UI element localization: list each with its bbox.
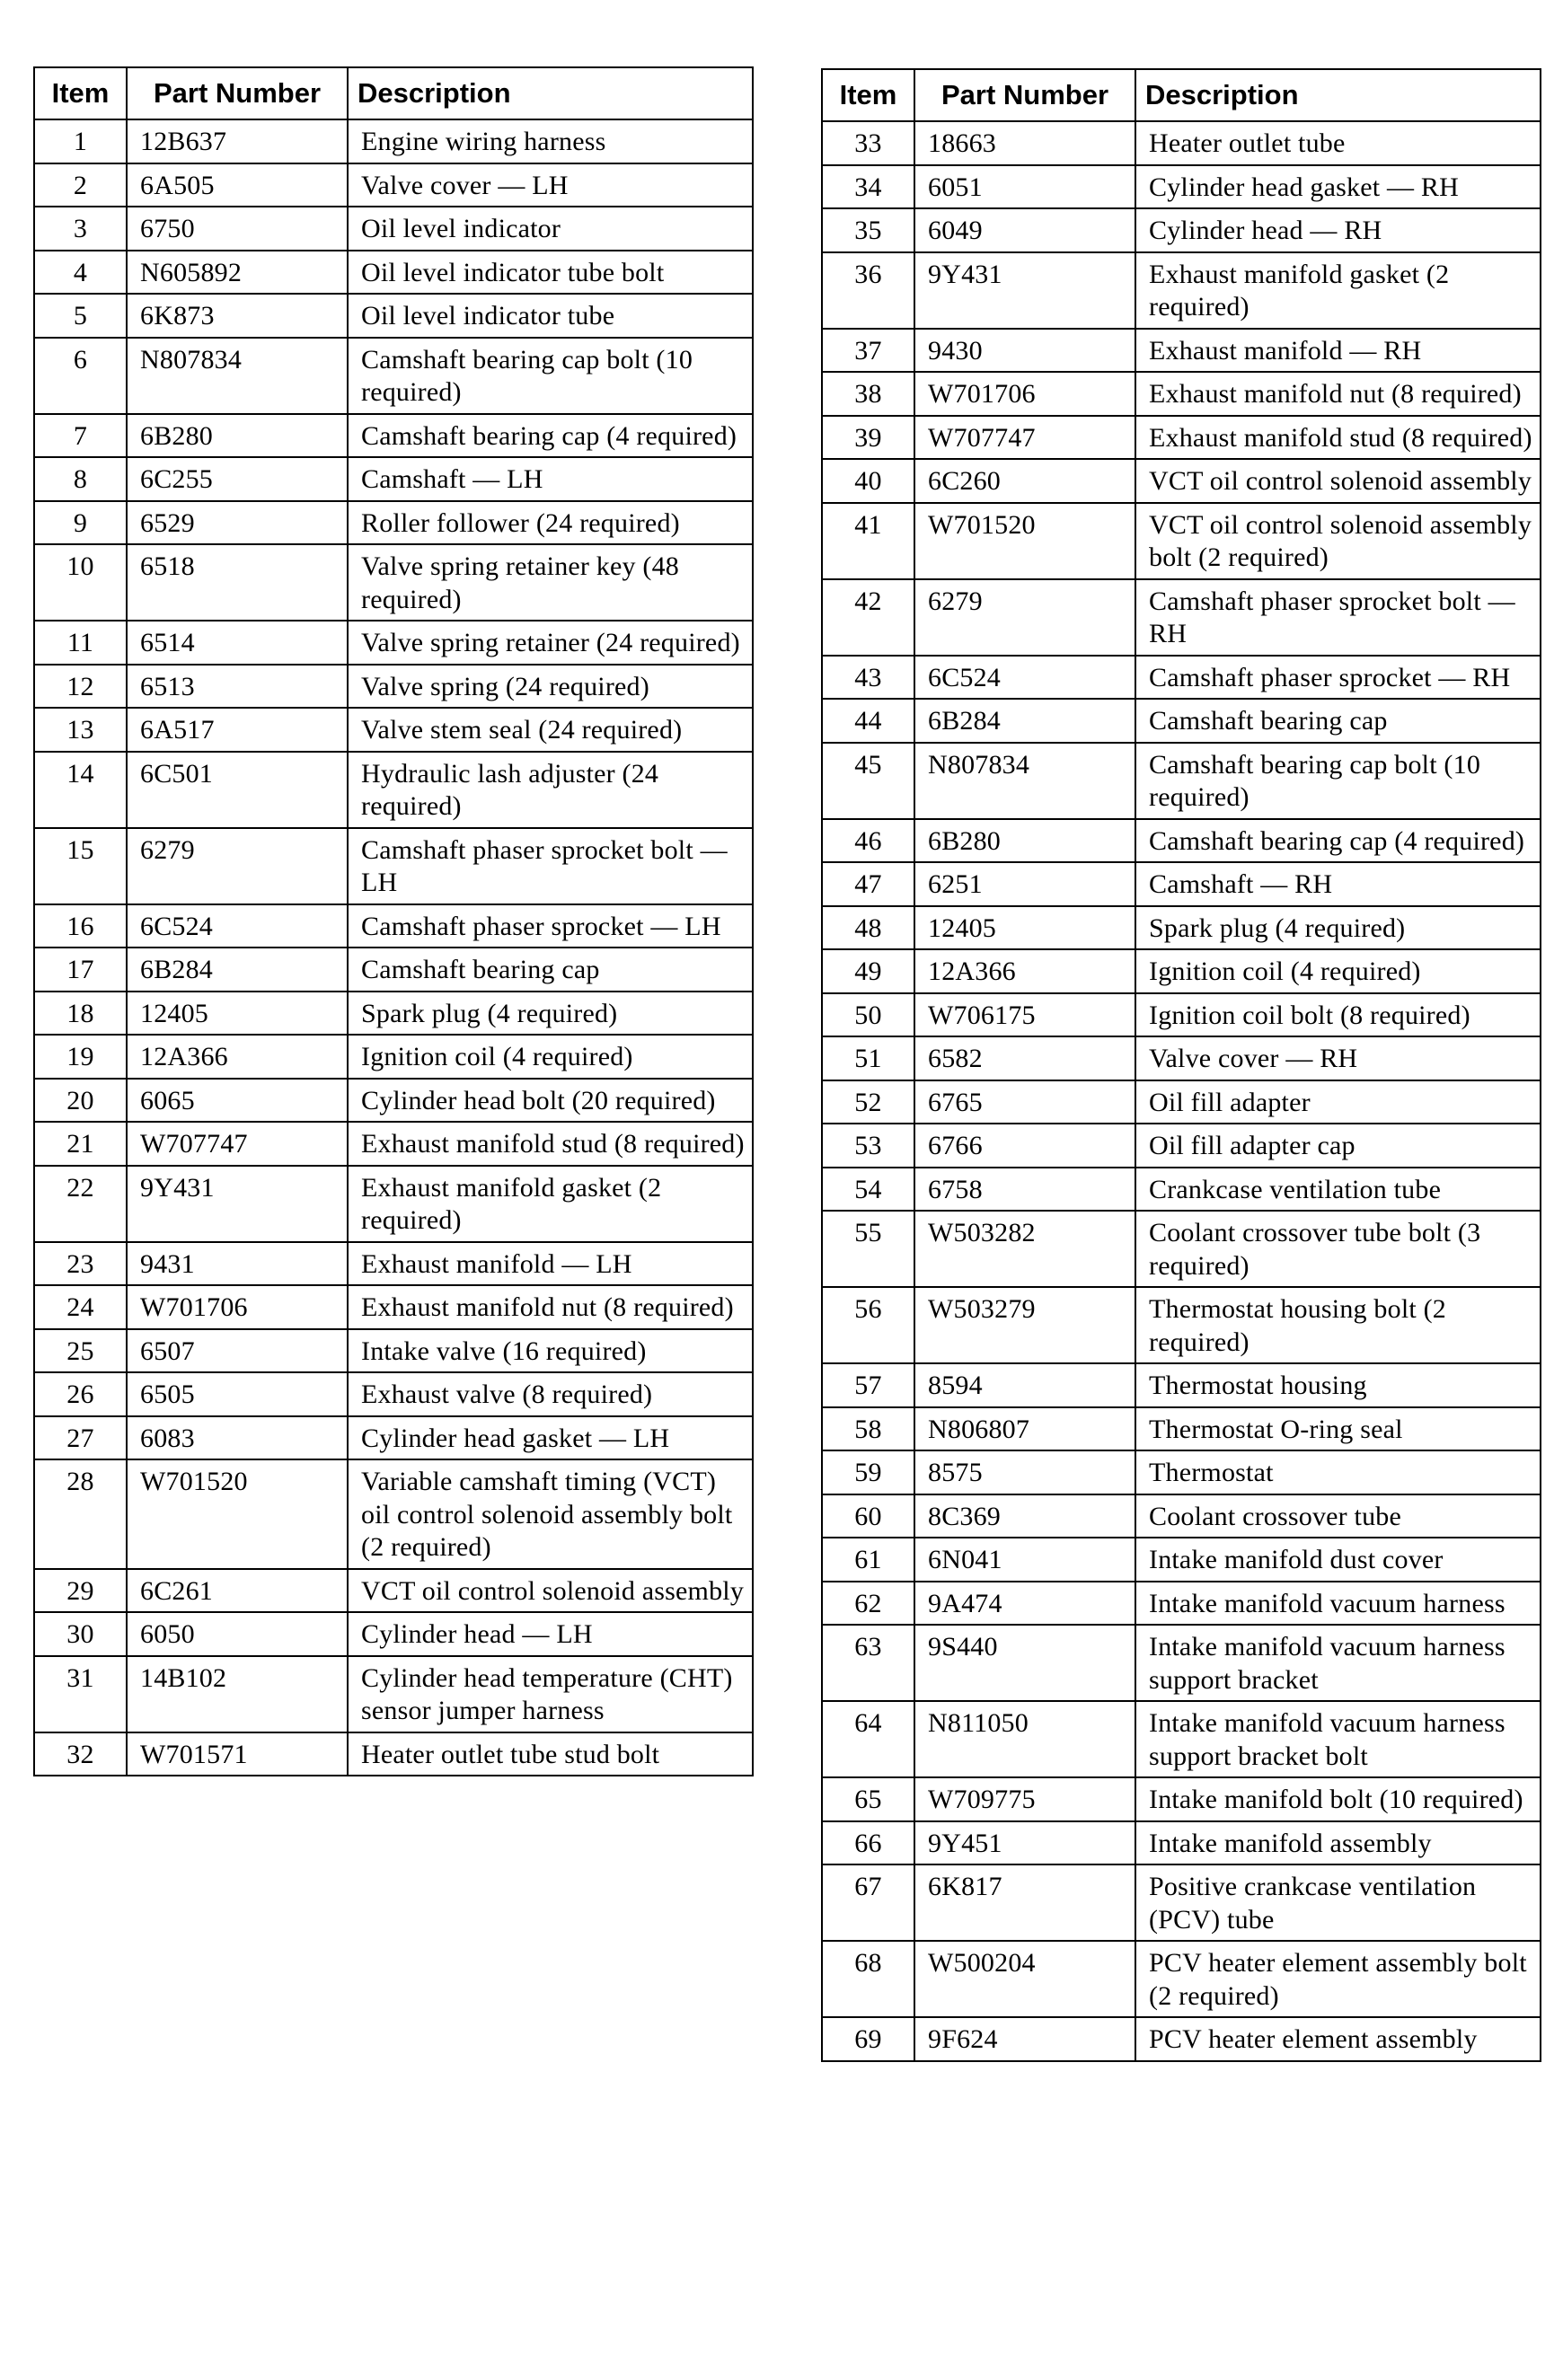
part-number-cell: W701706 xyxy=(127,1285,348,1329)
part-number-cell: 6279 xyxy=(127,828,348,904)
table-row xyxy=(34,708,753,752)
item-number-cell: 43 xyxy=(822,656,914,700)
description-cell: Spark plug (4 required) xyxy=(348,992,753,1036)
description-cell: Camshaft — RH xyxy=(1135,862,1541,906)
table-row xyxy=(34,119,753,163)
part-number-cell: 6050 xyxy=(127,1612,348,1656)
item-number-cell: 10 xyxy=(34,544,127,621)
part-number-cell: 6251 xyxy=(914,862,1135,906)
column-header-item: Item xyxy=(822,69,914,121)
part-number-cell: 12B637 xyxy=(127,119,348,163)
item-number-cell: 66 xyxy=(822,1821,914,1865)
part-number-cell: W701571 xyxy=(127,1732,348,1776)
item-number-cell: 55 xyxy=(822,1211,914,1287)
part-number-cell: 6766 xyxy=(914,1124,1135,1168)
description-cell: Valve cover — LH xyxy=(348,163,753,207)
description-cell: Exhaust manifold stud (8 required) xyxy=(1135,416,1541,460)
table-row xyxy=(822,656,1541,700)
item-number-cell: 34 xyxy=(822,165,914,209)
table-row xyxy=(822,416,1541,460)
part-number-cell: 6529 xyxy=(127,501,348,545)
table-row xyxy=(822,1538,1541,1582)
description-cell: Thermostat xyxy=(1135,1450,1541,1494)
table-row xyxy=(34,621,753,665)
part-number-cell: W707747 xyxy=(914,416,1135,460)
item-number-cell: 39 xyxy=(822,416,914,460)
table-row xyxy=(34,1329,753,1373)
description-cell: PCV heater element assembly bolt (2 required) xyxy=(1135,1941,1541,2017)
part-number-cell: 6750 xyxy=(127,207,348,251)
item-number-cell: 60 xyxy=(822,1494,914,1538)
part-number-cell: W701520 xyxy=(914,503,1135,579)
table-row xyxy=(822,1287,1541,1363)
item-number-cell: 5 xyxy=(34,294,127,338)
table-row xyxy=(34,1612,753,1656)
item-number-cell: 7 xyxy=(34,414,127,458)
part-number-cell: W701706 xyxy=(914,372,1135,416)
description-cell: PCV heater element assembly xyxy=(1135,2017,1541,2061)
item-number-cell: 44 xyxy=(822,699,914,743)
description-cell: Exhaust valve (8 required) xyxy=(348,1372,753,1416)
part-number-cell: 9A474 xyxy=(914,1582,1135,1626)
table-row xyxy=(34,414,753,458)
table-row xyxy=(34,457,753,501)
item-number-cell: 21 xyxy=(34,1122,127,1166)
table-row xyxy=(822,1407,1541,1451)
description-cell: Cylinder head gasket — RH xyxy=(1135,165,1541,209)
description-cell: Valve spring retainer (24 required) xyxy=(348,621,753,665)
table-row xyxy=(34,828,753,904)
part-number-cell: 6C255 xyxy=(127,457,348,501)
item-number-cell: 23 xyxy=(34,1242,127,1286)
part-number-cell: 8594 xyxy=(914,1363,1135,1407)
table-row xyxy=(822,252,1541,329)
description-cell: Cylinder head — LH xyxy=(348,1612,753,1656)
part-number-cell: 6279 xyxy=(914,579,1135,656)
description-cell: Camshaft — LH xyxy=(348,457,753,501)
description-cell: Camshaft bearing cap xyxy=(1135,699,1541,743)
table-row xyxy=(34,1122,753,1166)
description-cell: Heater outlet tube xyxy=(1135,121,1541,165)
item-number-cell: 59 xyxy=(822,1450,914,1494)
table-row xyxy=(34,665,753,709)
part-number-cell: N807834 xyxy=(914,743,1135,819)
item-number-cell: 46 xyxy=(822,819,914,863)
table-row xyxy=(822,503,1541,579)
part-number-cell: 6B284 xyxy=(127,948,348,992)
item-number-cell: 14 xyxy=(34,752,127,828)
table-row xyxy=(822,1036,1541,1080)
table-row xyxy=(822,1701,1541,1777)
table-row xyxy=(822,949,1541,993)
part-number-cell: N605892 xyxy=(127,251,348,295)
item-number-cell: 57 xyxy=(822,1363,914,1407)
item-number-cell: 68 xyxy=(822,1941,914,2017)
description-cell: Oil level indicator xyxy=(348,207,753,251)
part-number-cell: 6758 xyxy=(914,1168,1135,1212)
item-number-cell: 32 xyxy=(34,1732,127,1776)
part-number-cell: 6083 xyxy=(127,1416,348,1460)
table-row xyxy=(34,1459,753,1569)
description-cell: Heater outlet tube stud bolt xyxy=(348,1732,753,1776)
part-number-cell: 6514 xyxy=(127,621,348,665)
part-number-cell: W500204 xyxy=(914,1941,1135,2017)
table-row xyxy=(34,294,753,338)
item-number-cell: 13 xyxy=(34,708,127,752)
part-number-cell: 6B284 xyxy=(914,699,1135,743)
description-cell: Valve cover — RH xyxy=(1135,1036,1541,1080)
description-cell: Oil fill adapter xyxy=(1135,1080,1541,1124)
description-cell: Intake manifold assembly xyxy=(1135,1821,1541,1865)
description-cell: Camshaft phaser sprocket — LH xyxy=(348,904,753,948)
item-number-cell: 12 xyxy=(34,665,127,709)
item-number-cell: 27 xyxy=(34,1416,127,1460)
part-number-cell: 6B280 xyxy=(127,414,348,458)
description-cell: Ignition coil bolt (8 required) xyxy=(1135,993,1541,1037)
column-header-description: Description xyxy=(1135,69,1541,121)
item-number-cell: 29 xyxy=(34,1569,127,1613)
description-cell: Ignition coil (4 required) xyxy=(348,1035,753,1079)
item-number-cell: 63 xyxy=(822,1625,914,1701)
item-number-cell: 56 xyxy=(822,1287,914,1363)
description-cell: VCT oil control solenoid assembly xyxy=(348,1569,753,1613)
item-number-cell: 69 xyxy=(822,2017,914,2061)
part-number-cell: N806807 xyxy=(914,1407,1135,1451)
item-number-cell: 50 xyxy=(822,993,914,1037)
description-cell: Cylinder head bolt (20 required) xyxy=(348,1079,753,1123)
item-number-cell: 64 xyxy=(822,1701,914,1777)
item-number-cell: 6 xyxy=(34,338,127,414)
item-number-cell: 19 xyxy=(34,1035,127,1079)
table-row xyxy=(34,338,753,414)
table-row xyxy=(822,1363,1541,1407)
table-row xyxy=(822,329,1541,373)
table-row xyxy=(34,501,753,545)
table-row xyxy=(34,251,753,295)
description-cell: Camshaft phaser sprocket bolt — RH xyxy=(1135,579,1541,656)
description-cell: Positive crankcase ventilation (PCV) tube xyxy=(1135,1864,1541,1941)
column-header-part-number: Part Number xyxy=(127,67,348,119)
part-number-cell: 6N041 xyxy=(914,1538,1135,1582)
description-cell: Camshaft bearing cap (4 required) xyxy=(348,414,753,458)
description-cell: Hydraulic lash adjuster (24 required) xyxy=(348,752,753,828)
part-number-cell: 6C524 xyxy=(127,904,348,948)
table-row xyxy=(822,906,1541,950)
table-row xyxy=(34,1242,753,1286)
table-row xyxy=(822,819,1541,863)
description-cell: Intake manifold dust cover xyxy=(1135,1538,1541,1582)
table-row xyxy=(34,1285,753,1329)
description-cell: Exhaust manifold stud (8 required) xyxy=(348,1122,753,1166)
part-number-cell: 6K817 xyxy=(914,1864,1135,1941)
part-number-cell: 6K873 xyxy=(127,294,348,338)
description-cell: Exhaust manifold nut (8 required) xyxy=(348,1285,753,1329)
item-number-cell: 22 xyxy=(34,1166,127,1242)
table-row xyxy=(822,579,1541,656)
part-number-cell: 6065 xyxy=(127,1079,348,1123)
item-number-cell: 42 xyxy=(822,579,914,656)
item-number-cell: 15 xyxy=(34,828,127,904)
item-number-cell: 2 xyxy=(34,163,127,207)
part-number-cell: W503282 xyxy=(914,1211,1135,1287)
part-number-cell: 9F624 xyxy=(914,2017,1135,2061)
part-number-cell: 8575 xyxy=(914,1450,1135,1494)
table-row xyxy=(822,862,1541,906)
part-number-cell: 9S440 xyxy=(914,1625,1135,1701)
table-row xyxy=(822,1080,1541,1124)
item-number-cell: 51 xyxy=(822,1036,914,1080)
item-number-cell: 20 xyxy=(34,1079,127,1123)
description-cell: Camshaft bearing cap bolt (10 required) xyxy=(1135,743,1541,819)
description-cell: Thermostat housing bolt (2 required) xyxy=(1135,1287,1541,1363)
table-body-left xyxy=(34,119,753,1776)
description-cell: Camshaft phaser sprocket — RH xyxy=(1135,656,1541,700)
description-cell: Intake manifold vacuum harness support bracket bolt xyxy=(1135,1701,1541,1777)
item-number-cell: 30 xyxy=(34,1612,127,1656)
description-cell: Coolant crossover tube bolt (3 required) xyxy=(1135,1211,1541,1287)
description-cell: Ignition coil (4 required) xyxy=(1135,949,1541,993)
table-row xyxy=(34,1656,753,1732)
description-cell: VCT oil control solenoid assembly bolt (2 required) xyxy=(1135,503,1541,579)
item-number-cell: 40 xyxy=(822,459,914,503)
description-cell: Camshaft bearing cap bolt (10 required) xyxy=(348,338,753,414)
item-number-cell: 28 xyxy=(34,1459,127,1569)
description-cell: Camshaft bearing cap (4 required) xyxy=(1135,819,1541,863)
item-number-cell: 18 xyxy=(34,992,127,1036)
description-cell: Cylinder head gasket — LH xyxy=(348,1416,753,1460)
description-cell: Valve spring retainer key (48 required) xyxy=(348,544,753,621)
part-number-cell: 6507 xyxy=(127,1329,348,1373)
part-number-cell: 6C260 xyxy=(914,459,1135,503)
description-cell: Thermostat O-ring seal xyxy=(1135,1407,1541,1451)
item-number-cell: 31 xyxy=(34,1656,127,1732)
description-cell: Cylinder head — RH xyxy=(1135,208,1541,252)
part-number-cell: 6582 xyxy=(914,1036,1135,1080)
description-cell: Exhaust manifold nut (8 required) xyxy=(1135,372,1541,416)
item-number-cell: 17 xyxy=(34,948,127,992)
item-number-cell: 37 xyxy=(822,329,914,373)
table-row xyxy=(34,948,753,992)
item-number-cell: 16 xyxy=(34,904,127,948)
item-number-cell: 47 xyxy=(822,862,914,906)
part-number-cell: 18663 xyxy=(914,121,1135,165)
table-row xyxy=(822,208,1541,252)
table-row xyxy=(34,992,753,1036)
table-row xyxy=(34,1035,753,1079)
part-number-cell: 12A366 xyxy=(914,949,1135,993)
description-cell: Variable camshaft timing (VCT) oil control solenoid assembly bolt (2 required) xyxy=(348,1459,753,1569)
description-cell: Intake valve (16 required) xyxy=(348,1329,753,1373)
table-row xyxy=(822,1821,1541,1865)
item-number-cell: 36 xyxy=(822,252,914,329)
table-row xyxy=(822,372,1541,416)
part-number-cell: 14B102 xyxy=(127,1656,348,1732)
part-number-cell: W503279 xyxy=(914,1287,1135,1363)
item-number-cell: 3 xyxy=(34,207,127,251)
description-cell: Intake manifold vacuum harness xyxy=(1135,1582,1541,1626)
table-row xyxy=(822,1864,1541,1941)
item-number-cell: 54 xyxy=(822,1168,914,1212)
table-row xyxy=(822,699,1541,743)
table-row xyxy=(34,1372,753,1416)
item-number-cell: 24 xyxy=(34,1285,127,1329)
item-number-cell: 4 xyxy=(34,251,127,295)
part-number-cell: 12405 xyxy=(127,992,348,1036)
table-row xyxy=(822,1168,1541,1212)
item-number-cell: 61 xyxy=(822,1538,914,1582)
description-cell: Cylinder head temperature (CHT) sensor jumper harness xyxy=(348,1656,753,1732)
table-row xyxy=(822,993,1541,1037)
item-number-cell: 33 xyxy=(822,121,914,165)
table-row xyxy=(34,1569,753,1613)
column-header-item: Item xyxy=(34,67,127,119)
item-number-cell: 41 xyxy=(822,503,914,579)
table-body-right xyxy=(822,121,1541,2061)
part-number-cell: 8C369 xyxy=(914,1494,1135,1538)
description-cell: Exhaust manifold — LH xyxy=(348,1242,753,1286)
part-number-cell: 6518 xyxy=(127,544,348,621)
part-number-cell: 12405 xyxy=(914,906,1135,950)
part-number-cell: 6765 xyxy=(914,1080,1135,1124)
table-row xyxy=(822,1124,1541,1168)
description-cell: Roller follower (24 required) xyxy=(348,501,753,545)
part-number-cell: 6A517 xyxy=(127,708,348,752)
part-number-cell: W707747 xyxy=(127,1122,348,1166)
description-cell: Intake manifold vacuum harness support bracket xyxy=(1135,1625,1541,1701)
parts-table-left xyxy=(33,66,754,1776)
description-cell: Oil level indicator tube bolt xyxy=(348,251,753,295)
part-number-cell: 6513 xyxy=(127,665,348,709)
part-number-cell: 9430 xyxy=(914,329,1135,373)
item-number-cell: 8 xyxy=(34,457,127,501)
description-cell: Exhaust manifold gasket (2 required) xyxy=(1135,252,1541,329)
table-row xyxy=(34,207,753,251)
table-row xyxy=(34,1416,753,1460)
item-number-cell: 65 xyxy=(822,1777,914,1821)
part-number-cell: W701520 xyxy=(127,1459,348,1569)
item-number-cell: 52 xyxy=(822,1080,914,1124)
description-cell: Valve stem seal (24 required) xyxy=(348,708,753,752)
parts-table-right xyxy=(821,68,1541,2062)
description-cell: VCT oil control solenoid assembly xyxy=(1135,459,1541,503)
table-row xyxy=(822,121,1541,165)
table-row xyxy=(822,1625,1541,1701)
part-number-cell: 6A505 xyxy=(127,163,348,207)
table-row xyxy=(822,459,1541,503)
description-cell: Valve spring (24 required) xyxy=(348,665,753,709)
description-cell: Oil fill adapter cap xyxy=(1135,1124,1541,1168)
part-number-cell: W706175 xyxy=(914,993,1135,1037)
part-number-cell: W709775 xyxy=(914,1777,1135,1821)
part-number-cell: 9Y431 xyxy=(914,252,1135,329)
table-row xyxy=(822,165,1541,209)
part-number-cell: 6C524 xyxy=(914,656,1135,700)
description-cell: Exhaust manifold gasket (2 required) xyxy=(348,1166,753,1242)
item-number-cell: 49 xyxy=(822,949,914,993)
item-number-cell: 53 xyxy=(822,1124,914,1168)
item-number-cell: 48 xyxy=(822,906,914,950)
description-cell: Camshaft phaser sprocket bolt — LH xyxy=(348,828,753,904)
item-number-cell: 67 xyxy=(822,1864,914,1941)
table-row xyxy=(822,1450,1541,1494)
table-row xyxy=(34,1732,753,1776)
description-cell: Camshaft bearing cap xyxy=(348,948,753,992)
table-row xyxy=(34,1166,753,1242)
item-number-cell: 9 xyxy=(34,501,127,545)
part-number-cell: 6051 xyxy=(914,165,1135,209)
part-number-cell: 6505 xyxy=(127,1372,348,1416)
table-row xyxy=(34,163,753,207)
table-row xyxy=(822,1582,1541,1626)
item-number-cell: 25 xyxy=(34,1329,127,1373)
part-number-cell: 9431 xyxy=(127,1242,348,1286)
table-row xyxy=(34,1079,753,1123)
item-number-cell: 38 xyxy=(822,372,914,416)
part-number-cell: 6C501 xyxy=(127,752,348,828)
part-number-cell: 6C261 xyxy=(127,1569,348,1613)
item-number-cell: 26 xyxy=(34,1372,127,1416)
table-row xyxy=(34,752,753,828)
description-cell: Thermostat housing xyxy=(1135,1363,1541,1407)
part-number-cell: 12A366 xyxy=(127,1035,348,1079)
description-cell: Exhaust manifold — RH xyxy=(1135,329,1541,373)
part-number-cell: 6B280 xyxy=(914,819,1135,863)
table-row xyxy=(822,1777,1541,1821)
table-row xyxy=(34,544,753,621)
table-row xyxy=(822,743,1541,819)
item-number-cell: 45 xyxy=(822,743,914,819)
column-header-description: Description xyxy=(348,67,753,119)
description-cell: Engine wiring harness xyxy=(348,119,753,163)
description-cell: Crankcase ventilation tube xyxy=(1135,1168,1541,1212)
table-row xyxy=(822,2017,1541,2061)
column-header-part-number: Part Number xyxy=(914,69,1135,121)
table-header-row xyxy=(34,67,753,119)
part-number-cell: 6049 xyxy=(914,208,1135,252)
item-number-cell: 35 xyxy=(822,208,914,252)
description-cell: Coolant crossover tube xyxy=(1135,1494,1541,1538)
part-number-cell: N811050 xyxy=(914,1701,1135,1777)
table-row xyxy=(822,1941,1541,2017)
table-row xyxy=(822,1494,1541,1538)
item-number-cell: 1 xyxy=(34,119,127,163)
description-cell: Spark plug (4 required) xyxy=(1135,906,1541,950)
table-row xyxy=(34,904,753,948)
part-number-cell: 9Y451 xyxy=(914,1821,1135,1865)
item-number-cell: 62 xyxy=(822,1582,914,1626)
description-cell: Intake manifold bolt (10 required) xyxy=(1135,1777,1541,1821)
item-number-cell: 58 xyxy=(822,1407,914,1451)
item-number-cell: 11 xyxy=(34,621,127,665)
part-number-cell: 9Y431 xyxy=(127,1166,348,1242)
table-header-row xyxy=(822,69,1541,121)
description-cell: Oil level indicator tube xyxy=(348,294,753,338)
part-number-cell: N807834 xyxy=(127,338,348,414)
table-row xyxy=(822,1211,1541,1287)
